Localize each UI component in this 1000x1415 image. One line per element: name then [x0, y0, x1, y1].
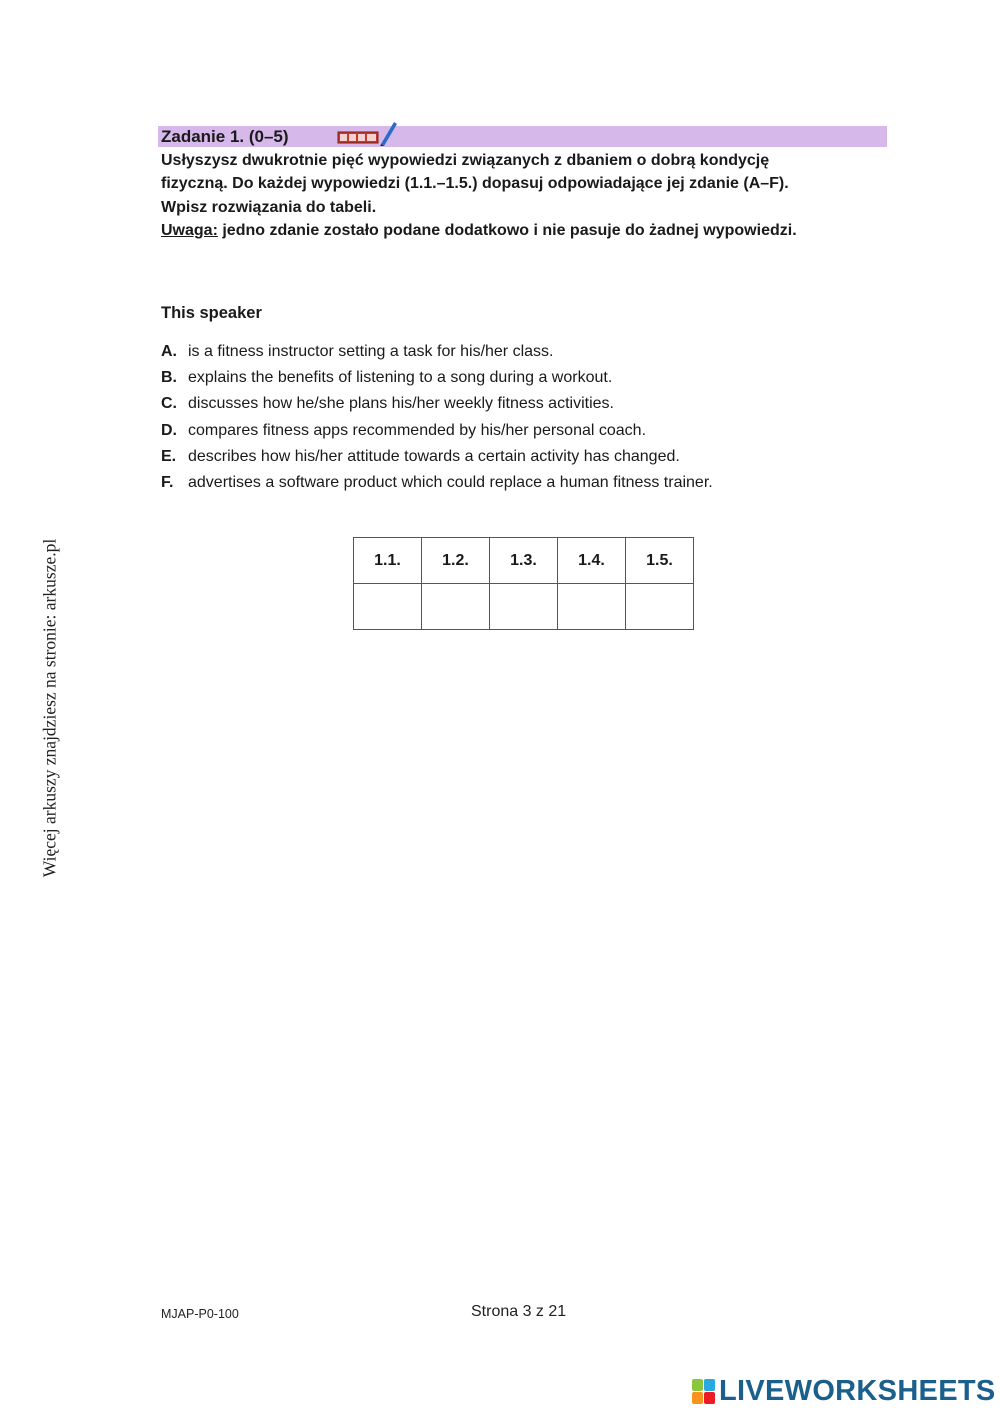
task-instructions: [161, 149, 881, 242]
option-text: advertises a software product which could replace a human fitness trainer.: [188, 474, 713, 492]
option-item: [161, 339, 713, 365]
brand-text: LIVEWORKSHEETS: [719, 1375, 996, 1407]
option-item: [161, 470, 713, 496]
note-text: jedno zdanie zostało podane dodatkowo i nie pasuje do żadnej wypowiedzi.: [217, 221, 797, 239]
audio-recording-icon: [337, 120, 399, 146]
option-item: [161, 365, 713, 391]
prompt-heading: This speaker: [161, 304, 262, 322]
option-letter: C.: [161, 395, 177, 413]
task-title: Zadanie 1. (0–5): [161, 127, 289, 146]
answer-input-cell-3[interactable]: [490, 584, 558, 630]
answer-header-cell: 1.1.: [354, 538, 422, 584]
option-text: is a fitness instructor setting a task for his/her class.: [188, 343, 554, 360]
option-letter: E.: [161, 447, 177, 465]
liveworksheets-logo-icon: [692, 1379, 716, 1405]
footer-page-number: Strona 3 z 21: [471, 1303, 567, 1320]
option-letter: F.: [161, 474, 174, 492]
option-text: describes how his/her attitude towards a certain activity has changed.: [188, 447, 680, 465]
option-letter: B.: [161, 369, 177, 387]
instruction-line: Wpisz rozwiązania do tabeli.: [161, 198, 377, 216]
answer-table: [353, 537, 694, 630]
option-text: explains the benefits of listening to a song during a workout.: [188, 369, 613, 387]
answer-header-cell: 1.5.: [626, 538, 694, 584]
option-letter: D.: [161, 421, 177, 439]
brand-logo: [692, 1375, 996, 1408]
answer-input-cell-2[interactable]: [422, 584, 490, 630]
answer-table-header-row: [354, 538, 694, 584]
instruction-line: Usłyszysz dwukrotnie pięć wypowiedzi związanych z dbaniem o dobrą kondycję: [161, 152, 770, 169]
answer-input-cell-5[interactable]: [626, 584, 694, 630]
option-item: [161, 418, 713, 444]
instruction-note: [161, 219, 881, 242]
answer-input-cell-4[interactable]: [558, 584, 626, 630]
side-watermark-text: Więcej arkuszy znajdziesz na stronie: arkusze.pl: [39, 538, 60, 878]
instruction-line: fizyczną. Do każdej wypowiedzi (1.1.–1.5.) dopasuj odpowiadające jej zdanie (A–F).: [161, 175, 789, 193]
note-label: Uwaga:: [161, 221, 218, 239]
answer-header-cell: 1.3.: [490, 538, 558, 584]
option-letter: A.: [161, 343, 177, 360]
option-text: discusses how he/she plans his/her weekly fitness activities.: [188, 395, 614, 413]
footer-exam-code: MJAP-P0-100: [161, 1307, 239, 1321]
answer-header-cell: 1.2.: [422, 538, 490, 584]
options-list: [161, 339, 713, 496]
option-item: [161, 391, 713, 417]
option-item: [161, 444, 713, 470]
answer-header-cell: 1.4.: [558, 538, 626, 584]
answer-input-cell-1[interactable]: [354, 584, 422, 630]
answer-table-input-row: [354, 584, 694, 630]
option-text: compares fitness apps recommended by his/her personal coach.: [188, 421, 647, 439]
